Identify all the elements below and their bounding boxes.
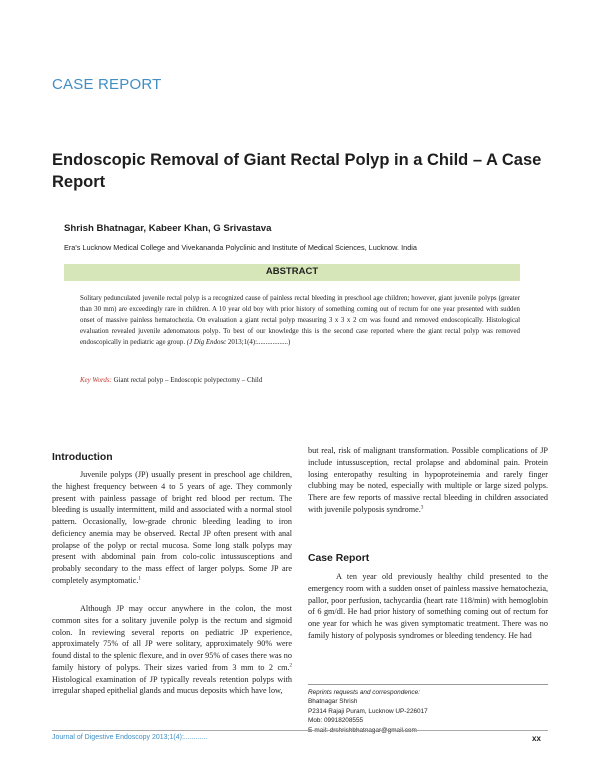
introduction-heading: Introduction xyxy=(52,452,113,463)
case-paragraph: A ten year old previously healthy child presented to the emergency room with a sudden onset of painless massive hematochezia, pallor, poor perfusion, tachycardia (heart rate 118/min) with hemoglobin of 6 gm/dl. He had prior history of something coming out of rectum for one year for which he was given symptomatic treatment. There was no family history of polyposis syndromes or bleeding tendency. He had xyxy=(308,572,548,640)
ref-2: 2 xyxy=(289,663,292,669)
reprints-address: P2314 Rajaji Puram, Lucknow UP-226017 xyxy=(308,707,428,715)
reprints-heading: Reprints requests and correspondence: xyxy=(308,689,420,696)
intro-paragraph-2-tail: Histological examination of JP typically reveals retention polyps with irregular shaped epithelial glands and mucus deposits which have low, xyxy=(52,674,292,696)
affiliation: Era's Lucknow Medical College and Vivekananda Polyclinic and Institute of Medical Sciences, Lucknow. India xyxy=(64,243,417,252)
reprints-mobile: Mob: 09918208555 xyxy=(308,717,364,725)
footer-journal: Journal of Digestive Endoscopy 2013;1(4):............ xyxy=(52,734,208,741)
intro-continuation xyxy=(308,445,548,516)
keywords-text: Giant rectal polyp – Endoscopic polypectomy – Child xyxy=(111,377,263,384)
reprints-email: E-mail: drshrishbhatnagar@gmail.com xyxy=(308,726,417,734)
reprints-name: Bhatnagar Shrish xyxy=(308,698,358,706)
reprints-divider xyxy=(308,684,548,685)
intro-paragraph-2-text: Although JP may occur anywhere in the colon, the most common sites for a solitary juvenile polyp is the rectum and sigmoid colon. In reviewing several reports on pediatric JP experience, approximately 75% of all JP were solitary, approximately 90% were found distal to the splenic flexure, and in over 95% of cases there was no family history of polyps. Their sizes varied from 3 mm to 2 cm. xyxy=(52,604,292,672)
abstract-citation-journal: (J Dig Endosc xyxy=(186,338,227,346)
article-title: Endoscopic Removal of Giant Rectal Polyp in a Child – A Case Report xyxy=(52,151,542,191)
abstract-heading: ABSTRACT xyxy=(265,266,319,277)
author-list: Shrish Bhatnagar, Kabeer Khan, G Srivastava xyxy=(64,223,272,234)
ref-3: 3 xyxy=(420,505,424,511)
intro-continuation-text: but real, risk of malignant transformation. Possible complications of JP include intussusception, rectal prolapse and abdominal pain. Protein losing enteropathy resulting in hypoproteinemia and rarely finger clubbing may be noted, especially with multiple or large sized polyps. There are few reports of massive rectal bleeding in children associated with juvenile polyposis syndrome. xyxy=(308,446,548,514)
keywords-label: Key Words: xyxy=(80,377,112,384)
reprints-block xyxy=(308,688,428,735)
abstract-main-text: Solitary pedunculated juvenile rectal polyp is a recognized cause of painless rectal bleeding in preschool age children; however, giant juvenile polyps (greater than 30 mm) are exceedingly rare in children. A 10 year old boy with prior history of something coming out of rectum for one year presented with sudden onset of massive painless hematochezia. On evaluation a giant rectal polyp measuring 3 x 3 x 2 cm was found and removed endoscopically. Histological evaluation revealed juvenile adenomatous polyp. To best of our knowledge this is the second case reported where the giant rectal polyp was removed endoscopically in pediatric age group. xyxy=(80,295,520,346)
abstract-body xyxy=(80,294,520,349)
intro-paragraph-1-text: Juvenile polyps (JP) usually present in preschool age children, the highest frequency between 4 to 5 years of age. They commonly present with painless passage of bright red blood per rectum. The bleeding is usually intermittent, mild and associated with a normal stool pattern. Occasionally, low-grade chronic bleeding leading to iron deficiency anemia may be observed. Rectal JP often present with anal prolapse of the polyp or rectal mucosa. Some long stalk polyps may present with abdominal pain from colo-colic intussusceptions and probably secondary to the mass effect of larger polyps. Some JP are completely asymptomatic. xyxy=(52,470,292,585)
footer-divider xyxy=(52,730,548,731)
keywords-line xyxy=(80,377,262,384)
intro-paragraph-2 xyxy=(52,603,292,697)
page-number: xx xyxy=(532,734,541,743)
ref-1: 1 xyxy=(138,576,141,582)
abstract-citation-rest: 2013;1(4):..................) xyxy=(226,338,291,346)
intro-paragraph-1 xyxy=(52,469,292,587)
section-label: CASE REPORT xyxy=(52,76,162,93)
abstract-heading-bar xyxy=(64,264,520,281)
case-report-heading: Case Report xyxy=(308,553,370,564)
